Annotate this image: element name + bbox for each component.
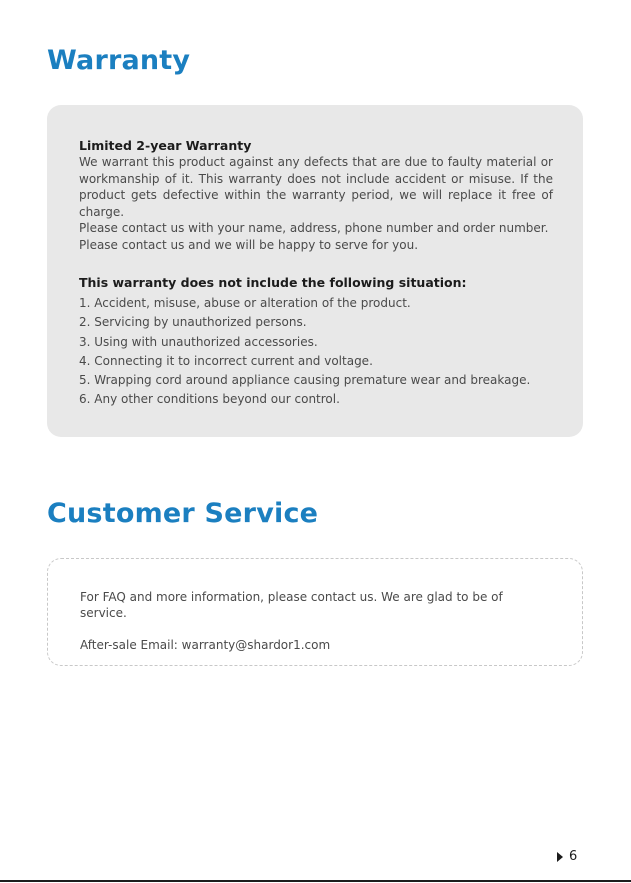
customer-service-title: Customer Service [47, 498, 319, 529]
contact-line-1: Please contact us with your name, address, phone number and order number. [79, 221, 549, 235]
customer-service-card [47, 558, 583, 666]
exclusion-item: 2. Servicing by unauthorized persons. [79, 315, 307, 330]
triangle-right-icon [557, 852, 563, 862]
after-sale-email: After-sale Email: warranty@shardor1.com [80, 638, 331, 652]
bottom-rule [0, 880, 631, 882]
exclusion-item: 1. Accident, misuse, abuse or alteration of the product. [79, 296, 411, 310]
page-number: 6 [569, 849, 578, 864]
exclusion-item: 6. Any other conditions beyond our control. [79, 392, 340, 407]
warranty-card [47, 105, 583, 437]
exclusion-item: 3. Using with unauthorized accessories. [79, 334, 318, 349]
exclusion-item: 4. Connecting it to incorrect current and voltage. [79, 353, 373, 368]
exclusion-item: 5. Wrapping cord around appliance causing premature wear and breakage. [79, 373, 531, 388]
contact-line-2: Please contact us and we will be happy to serve for you. [79, 237, 419, 252]
faq-text: For FAQ and more information, please contact us. We are glad to be of service. [80, 590, 503, 620]
warranty-paragraph: We warrant this product against any defects that are due to faulty material or workmanship of it. This warranty does not include accident or misuse. If the product gets defective within the warranty period, we will replace it free of charge. [79, 155, 553, 219]
exclusions-list [79, 294, 553, 410]
warranty-heading: Limited 2-year Warranty [79, 138, 252, 153]
page-footer [557, 849, 577, 865]
exclusions-heading: This warranty does not include the following situation: [79, 275, 467, 290]
warranty-title: Warranty [47, 45, 191, 76]
